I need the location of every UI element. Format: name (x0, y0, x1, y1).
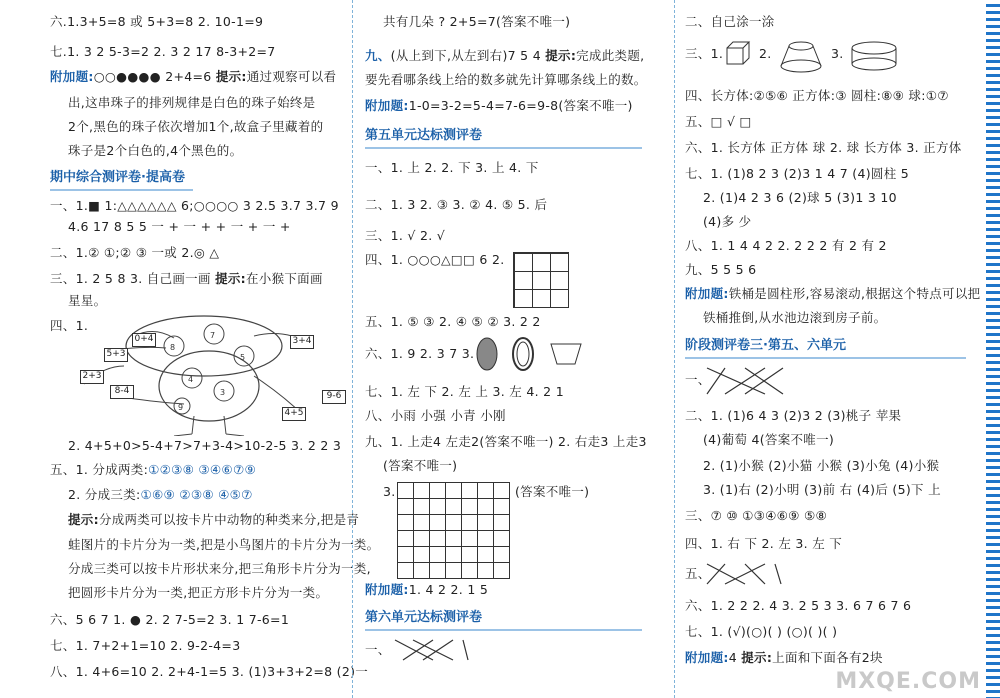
answer-line: 六.1.3+5=8 或 5+3=8 2. 10-1=9 (50, 14, 264, 29)
answer-line: 八、1. 1 4 4 2 2. 2 2 2 有 2 有 2 (685, 238, 887, 253)
bead-sequence: ○○●●●● (93, 69, 161, 84)
answer-line: 2. 4+5+0>5-4+7>7+3-4>10-2-5 3. 2 2 3 (68, 438, 342, 453)
answer-line: 四、1. 右 下 2. 左 3. 左 下 (685, 536, 843, 551)
svg-text:8: 8 (170, 343, 176, 352)
answer-line: 五、1. ⑤ ③ 2. ④ ⑤ ② 3. 2 2 (365, 314, 541, 329)
bonus-label: 附加题: (365, 98, 409, 113)
expression-box: 5+3 (104, 348, 128, 362)
expression-box: 8-4 (110, 385, 134, 399)
expression-box: 4+5 (282, 407, 306, 421)
bonus-label: 附加题: (365, 582, 409, 597)
answer-line: 4.6 17 8 5 5 一 + 一 + + 一 + 一 + (68, 219, 291, 234)
answer-line: 3. (831, 46, 844, 61)
tip-line: 提示:分成两类可以按卡片中动物的种类来分,把是青 (68, 512, 360, 527)
svg-text:5: 5 (240, 353, 246, 362)
answer-line: 三、⑦ ⑩ ①③④⑥⑨ ⑤⑧ (685, 508, 827, 523)
answer-line: (答案不唯一) (383, 458, 458, 473)
tip-label: 提示: (215, 271, 246, 286)
answer-line: 五、□ √ □ (685, 114, 752, 129)
answer-line: (4)葡萄 4(答案不唯一) (703, 432, 835, 447)
answer-line: 五、1. 分成两类:①②③⑧ ③④⑥⑦⑨ (50, 462, 256, 477)
tip-label: 提示: (545, 48, 577, 63)
answer-line: 四、1. (50, 318, 89, 333)
section-title: 第六单元达标测评卷 (365, 606, 482, 625)
answer-line: 八、1. 4+6=10 2. 2+4-1=5 3. (1)3+3+2=8 (2)一 (50, 664, 369, 679)
answer-line: 附加题:4 提示:上面和下面各有2块 (685, 650, 883, 665)
tip-text: 通过观察可以看 (246, 69, 337, 84)
answer-line: 八、小雨 小强 小青 小刚 (365, 408, 506, 423)
answer-column-3 (674, 0, 1000, 698)
matching-lines (393, 634, 473, 664)
answer-line: 3. (383, 484, 396, 499)
svg-text:9: 9 (178, 403, 184, 412)
answer-line: 2. 分成三类:①⑥⑨ ②③⑧ ④⑤⑦ (68, 487, 253, 502)
tip-line: 要先看哪条线上给的数多就先计算哪条线上的数。 (365, 72, 647, 87)
answer-line: 七.1. 3 2 5-3=2 2. 3 2 17 8-3+2=7 (50, 44, 276, 59)
answer-line: 二、自己涂一涂 (685, 14, 775, 29)
answer-line: 六、1. 9 2. 3 7 3. (365, 346, 475, 361)
answer-line: 铁桶推倒,从水池边滚到房子前。 (703, 310, 887, 325)
answer-line: 三、1. √ 2. √ (365, 228, 446, 243)
svg-text:3: 3 (220, 388, 226, 397)
answer-text: 2+4=6 (160, 69, 216, 84)
answer-line: 附加题:铁桶是圆柱形,容易滚动,根据这个特点可以把 (685, 286, 981, 301)
section-title: 期中综合测评卷·提高卷 (50, 166, 185, 185)
answer-line: 二、1.② ①;② ③ 一或 2.◎ △ (50, 245, 220, 260)
matching-lines (705, 560, 785, 588)
tip-line: 把圆形卡片分为一类,把正方形卡片分为一类。 (68, 585, 329, 600)
answer-line: 六、1. 2 2 2. 4 3. 2 5 3 3. 6 7 6 7 6 (685, 598, 912, 613)
tip-label: 提示: (68, 512, 99, 527)
answer-line: 七、1. 7+2+1=10 2. 9-2-4=3 (50, 638, 241, 653)
answer-line: 共有几朵 ? 2+5=7(答案不唯一) (383, 14, 571, 29)
answer-line: 2. (1)小猴 (2)小猫 小猴 (3)小兔 (4)小猴 (703, 458, 940, 473)
answer-line: 一、1. 上 2. 2. 下 3. 上 4. 下 (365, 160, 539, 175)
answer-line: 2. (1)4 2 3 6 (2)球 5 (3)1 3 10 (703, 190, 897, 205)
answer-line: (4)多 少 (703, 214, 752, 229)
expression-box: 0+4 (132, 333, 156, 347)
answer-line: 六、5 6 7 1. ● 2. 2 7-5=2 3. 1 7-6=1 (50, 612, 290, 627)
spiral-binding (986, 0, 1000, 698)
expression-box: 3+4 (290, 335, 314, 349)
answer-line: 三、1. (685, 46, 724, 61)
path-grid (397, 482, 510, 579)
answer-line: 二、1. (1)6 4 3 (2)3 2 (3)桃子 苹果 (685, 408, 902, 423)
answer-line: 六、1. 长方体 正方体 球 2. 球 长方体 3. 正方体 (685, 140, 962, 155)
tip-text: 出,这串珠子的排列规律是白色的珠子始终是 (68, 95, 316, 110)
tip-text: 珠子是2个白色的,4个黑色的。 (68, 143, 243, 158)
tip-line: 分成三类可以按卡片形状来分,把三角形卡片分为一类, (68, 561, 371, 576)
answer-line: 附加题:1. 4 2 2. 1 5 (365, 582, 489, 597)
svg-text:7: 7 (210, 331, 216, 340)
tip-label: 提示: (215, 69, 247, 84)
svg-text:4: 4 (188, 375, 194, 384)
answer-line: 三、1. 2 5 8 3. 自己画一画 提示:在小猴下面画 (50, 271, 323, 286)
answer-line: 四、长方体:②⑤⑥ 正方体:③ 圆柱:⑧⑨ 球:①⑦ (685, 88, 949, 103)
answer-line: 一、1.■ 1:△△△△△△ 6;○○○○ 3 2.5 3.7 3.7 9 (50, 198, 339, 213)
answer-line: 一、 (365, 642, 391, 657)
answer-line (50, 69, 336, 85)
answer-line: 2. (759, 46, 772, 61)
cylinder-icon (849, 40, 899, 72)
answer-line: 七、1. 左 下 2. 左 上 3. 左 4. 2 1 (365, 384, 564, 399)
bonus-label: 附加题: (685, 286, 729, 301)
shape-grid (513, 252, 569, 308)
answer-note: (答案不唯一) (515, 484, 590, 499)
answer-line: 五、 (685, 566, 711, 581)
tip-line: 蛙图片的卡片分为一类,把是小鸟图片的卡片分为一类。 (68, 537, 380, 552)
watermark: MXQE.COM (835, 669, 981, 694)
cube-icon (723, 40, 753, 68)
answer-column-2 (352, 0, 675, 698)
expression-box: 9-6 (322, 390, 346, 404)
tip-label: 提示: (741, 650, 773, 665)
frustum-icon (777, 38, 825, 74)
bonus-label: 附加题: (50, 69, 94, 84)
answer-line: 四、1. ○○○△□□ 6 2. (365, 252, 505, 267)
answer-column-1 (0, 0, 380, 698)
answer-line: 九、5 5 5 6 (685, 262, 757, 277)
matching-lines (705, 364, 785, 398)
answer-line: 九、1. 上走4 左走2(答案不唯一) 2. 右走3 上走3 (365, 434, 647, 449)
section-title: 第五单元达标测评卷 (365, 124, 482, 143)
answer-line: 七、1. (√)(○)( ) (○)( )( ) (685, 624, 838, 639)
answer-line: 七、1. (1)8 2 3 (2)3 1 4 7 (4)圆柱 5 (685, 166, 910, 181)
shapes-row (475, 336, 615, 376)
expression-box: 2+3 (80, 370, 104, 384)
answer-line: 3. (1)右 (2)小明 (3)前 右 (4)后 (5)下 上 (703, 482, 941, 497)
answer-line: 附加题:1-0=3-2=5-4=7-6=9-8(答案不唯一) (365, 98, 633, 113)
answer-line: 九、(从上到下,从左到右)7 5 4 提示:完成此类题, (365, 48, 645, 63)
answer-line: 一、 (685, 372, 711, 387)
section-title: 阶段测评卷三·第五、六单元 (685, 334, 846, 353)
tip-text: 2个,黑色的珠子依次增加1个,故盒子里藏着的 (68, 119, 324, 134)
tree-matching-diagram (74, 306, 354, 436)
bonus-label: 附加题: (685, 650, 729, 665)
answer-line: 星星。 (68, 293, 107, 308)
answer-line: 二、1. 3 2. ③ 3. ② 4. ⑤ 5. 后 (365, 197, 548, 212)
